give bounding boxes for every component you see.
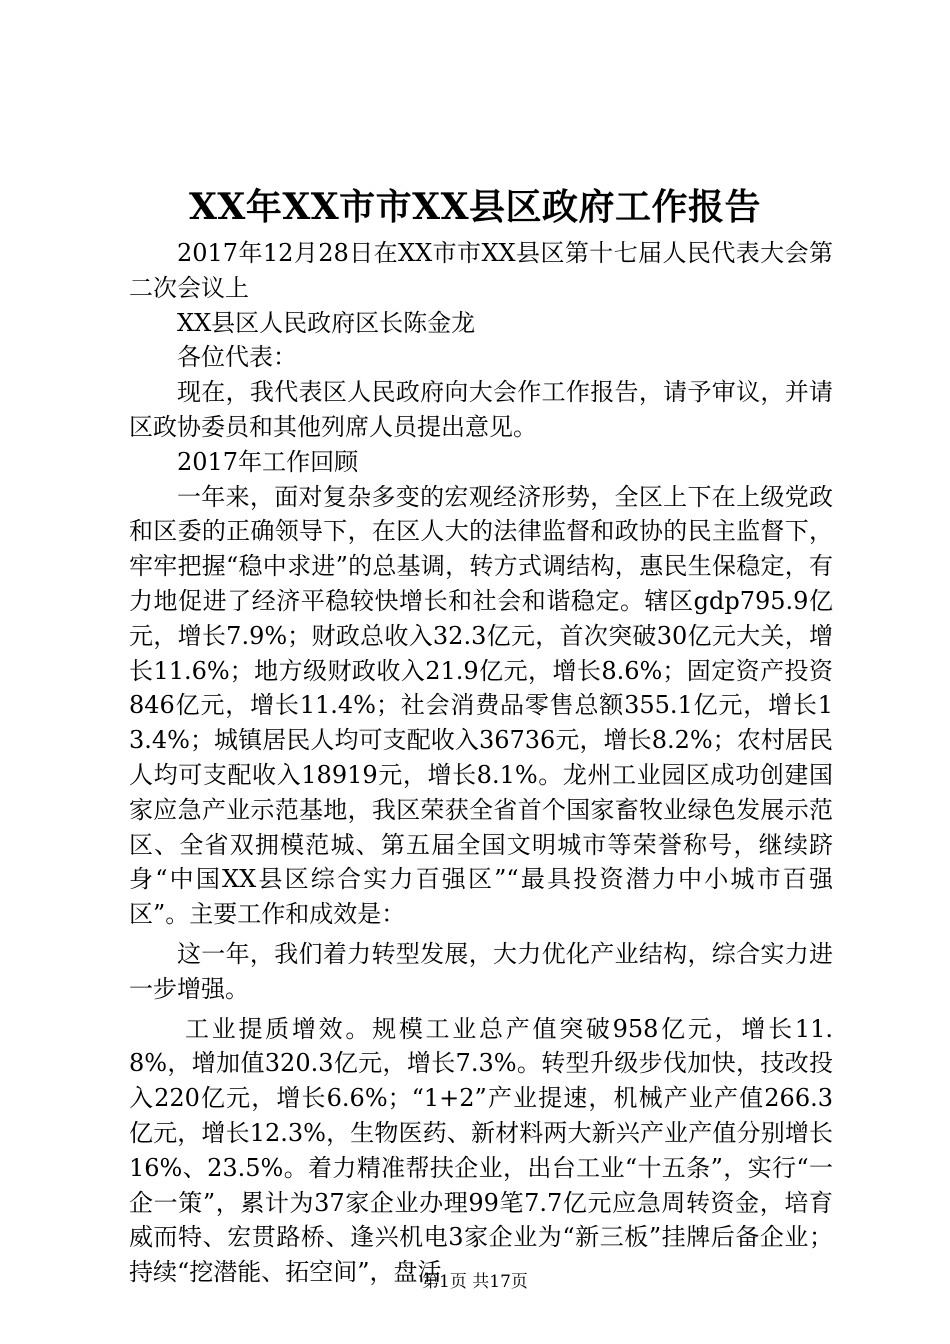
- review-paragraph: 一年来，面对复杂多变的宏观经济形势，全区上下在上级党政和区委的正确领导下，在区人大的法律监督和政协的民主监督下，牢牢把握“稳中求进”的总基调，转方式调结构，惠民生保稳定，有力地促进了经济平稳较快增长和社会和谐稳定。辖区gdp795.9亿元，增长7.9%；财政总收入32.3亿元，首次突破30亿元大关，增长11.6%；地方级财政收入21.9亿元，增长8.6%；固定资产投资846亿元，增长11.4%；社会消费品零售总额355.1亿元，增长13.4%；城镇居民人均可支配收入36736元，增长8.2%；农村居民人均可支配收入18919元，增长8.1%。龙州工业园区成功创建国家应急产业示范基地，我区荣获全省首个国家畜牧业绿色发展示范区、全省双拥模范城、第五届全国文明城市等荣誉称号，继续跻身“中国XX县区综合实力百强区”“最具投资潜力中小城市百强区”。主要工作和成效是：: [129, 482, 833, 929]
- section-heading: 2017年工作回顾: [177, 447, 359, 476]
- document-body: [129, 236, 833, 1290]
- meeting-info-paragraph: 2017年12月28日在XX市市XX县区第十七届人民代表大会第二次会议上: [129, 239, 833, 302]
- speaker-paragraph: XX县区人民政府区长陈金龙: [177, 308, 476, 337]
- document-title: XX年XX市市XX县区政府工作报告: [188, 186, 762, 228]
- salutation-paragraph: 各位代表：: [177, 343, 297, 372]
- industry-paragraph: 工业提质增效。规模工业总产值突破958亿元，增长11.8%，增加值320.3亿元，增长7.3%。转型升级步伐加快，技改投入220亿元，增长6.6%；“1+2”产业提速，机械产业产值266.3亿元，增长12.3%，生物医药、新材料两大新兴产业产值分别增长16%、23.5%。着力精准帮扶企业，出台工业“十五条”，实行“一企一策”，累计为37家企业办理99笔7.7亿元应急周转资金，培育威而特、宏贯路桥、逢兴机电3家企业为“新三板”挂牌后备企业；持续“挖潜能、拓空间”，盘活: [129, 1014, 833, 1287]
- page-footer: 第1页 共17页: [422, 1272, 528, 1292]
- transformation-paragraph: 这一年，我们着力转型发展，大力优化产业结构，综合实力进一步增强。: [129, 939, 833, 1003]
- intro-paragraph: 现在，我代表区人民政府向大会作工作报告，请予审议，并请区政协委员和其他列席人员提出意见。: [129, 378, 833, 441]
